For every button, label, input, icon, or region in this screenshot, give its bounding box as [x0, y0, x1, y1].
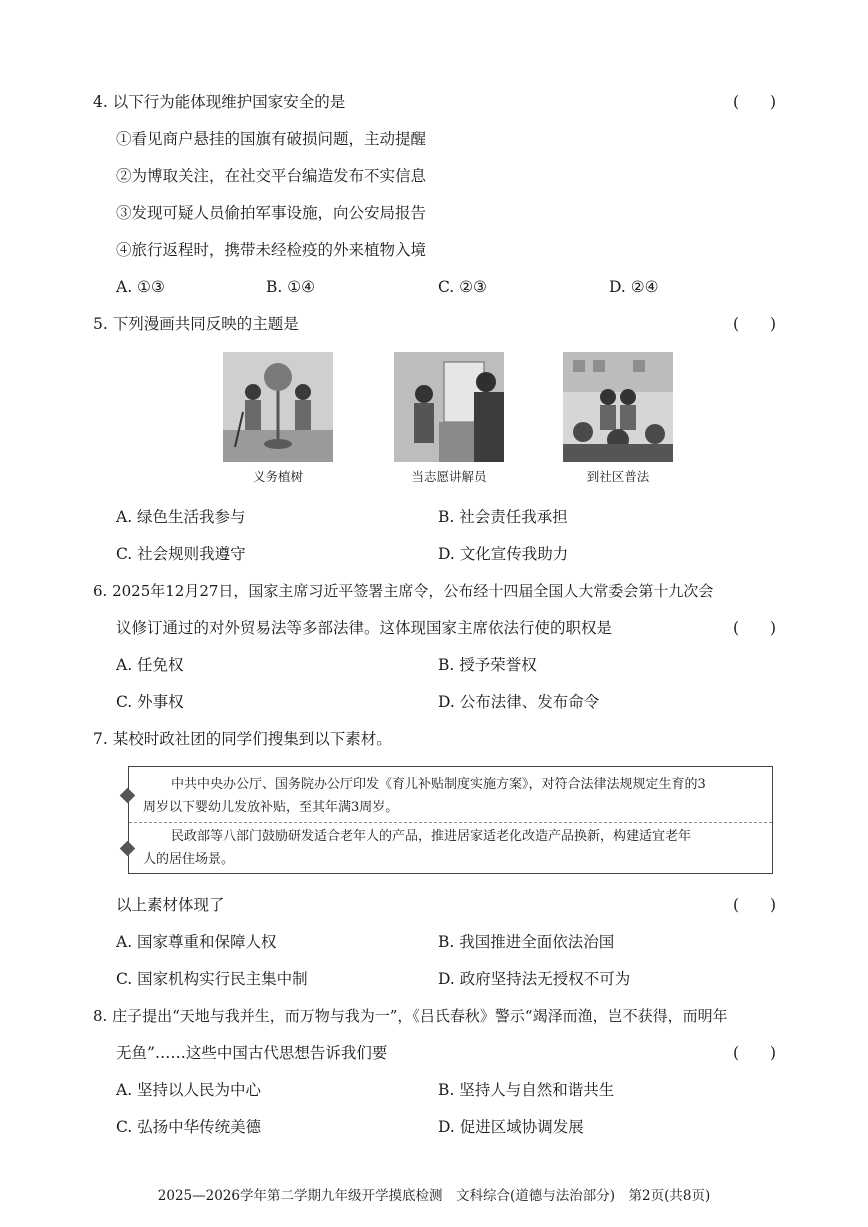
q4-item-2: ②为博取关注，在社交平台编造发布不实信息 [116, 167, 427, 185]
q4-option-d: D. ②④ [609, 278, 659, 296]
q5-answer-bracket: ( ) [733, 315, 777, 333]
caption-volunteer-guide: 当志愿讲解员 [411, 469, 487, 484]
caption-tree-planting: 义务植树 [252, 469, 303, 484]
q6-option-d: D. 公布法律、发布命令 [438, 693, 600, 711]
q4-option-c: C. ②③ [438, 278, 487, 296]
q5-option-c: C. 社会规则我遵守 [116, 545, 246, 563]
q8-answer-bracket: ( ) [733, 1044, 777, 1062]
q4-item-3: ③发现可疑人员偷拍军事设施，向公安局报告 [116, 204, 427, 222]
q7-option-a: A. 国家尊重和保障人权 [116, 933, 277, 951]
q4-option-a: A. ①③ [116, 278, 165, 296]
q4-stem: 4. 以下行为能体现维护国家安全的是 [93, 93, 346, 111]
comic-tree-planting [223, 352, 333, 462]
q7-material2-line1: 民政部等八部门鼓励研发适合老年人的产品，推进居家适老化改造产品换新，构建适宜老年 [171, 829, 692, 844]
q6-option-a: A. 任免权 [116, 656, 184, 674]
q7-material2-line2: 人的居住场景。 [143, 852, 235, 867]
q6-stem-line2: 议修订通过的对外贸易法等多部法律。这体现国家主席依法行使的职权是 [116, 619, 613, 637]
q7-option-b: B. 我国推进全面依法治国 [438, 933, 615, 951]
q5-option-a: A. 绿色生活我参与 [116, 508, 246, 526]
q5-stem: 5. 下列漫画共同反映的主题是 [93, 315, 299, 333]
q8-stem-line1: 8. 庄子提出“天地与我并生，而万物与我为一”，《吕氏春秋》警示“竭泽而渔，岂不获得，而明年 [93, 1007, 728, 1025]
q7-material-box [128, 766, 773, 874]
q7-option-c: C. 国家机构实行民主集中制 [116, 970, 308, 988]
q4-item-1: ①看见商户悬挂的国旗有破损问题，主动提醒 [116, 130, 427, 148]
bullet-diamond-icon [120, 841, 136, 857]
q7-material-divider [129, 822, 772, 823]
q8-option-a: A. 坚持以人民为中心 [116, 1081, 262, 1099]
q8-option-d: D. 促进区域协调发展 [438, 1118, 584, 1136]
q4-item-4: ④旅行返程时，携带未经检疫的外来植物入境 [116, 241, 427, 259]
page-footer: 2025—2026学年第二学期九年级开学摸底检测 文科综合(道德与法治部分) 第2页(共8页) [157, 1188, 711, 1204]
q5-option-b: B. 社会责任我承担 [438, 508, 568, 526]
q7-material1-line1: 中共中央办公厅、国务院办公厅印发《育儿补贴制度实施方案》，对符合法律法规规定生育的3 [171, 777, 706, 792]
q8-option-b: B. 坚持人与自然和谐共生 [438, 1081, 615, 1099]
q7-option-d: D. 政府坚持法无授权不可为 [438, 970, 631, 988]
q7-stem: 7. 某校时政社团的同学们搜集到以下素材。 [93, 730, 392, 748]
comic-volunteer-guide [394, 352, 504, 462]
q7-answer-bracket: ( ) [733, 896, 777, 914]
q6-stem-line1: 6. 2025年12月27日，国家主席习近平签署主席令，公布经十四届全国人大常委会第十九次会 [93, 582, 714, 600]
q7-material1-line2: 周岁以下婴幼儿发放补贴，至其年满3周岁。 [143, 800, 399, 815]
comic-community-law [563, 352, 673, 462]
q6-answer-bracket: ( ) [733, 619, 777, 637]
q7-lead: 以上素材体现了 [116, 896, 225, 914]
q4-option-b: B. ①④ [266, 278, 316, 296]
q8-option-c: C. 弘扬中华传统美德 [116, 1118, 262, 1136]
q4-answer-bracket: ( ) [733, 93, 777, 111]
q6-option-b: B. 授予荣誉权 [438, 656, 537, 674]
q8-stem-line2: 无鱼”……这些中国古代思想告诉我们要 [116, 1044, 388, 1062]
caption-community-law: 到社区普法 [586, 469, 650, 484]
q5-option-d: D. 文化宣传我助力 [438, 545, 569, 563]
bullet-diamond-icon [120, 788, 136, 804]
q6-option-c: C. 外事权 [116, 693, 184, 711]
